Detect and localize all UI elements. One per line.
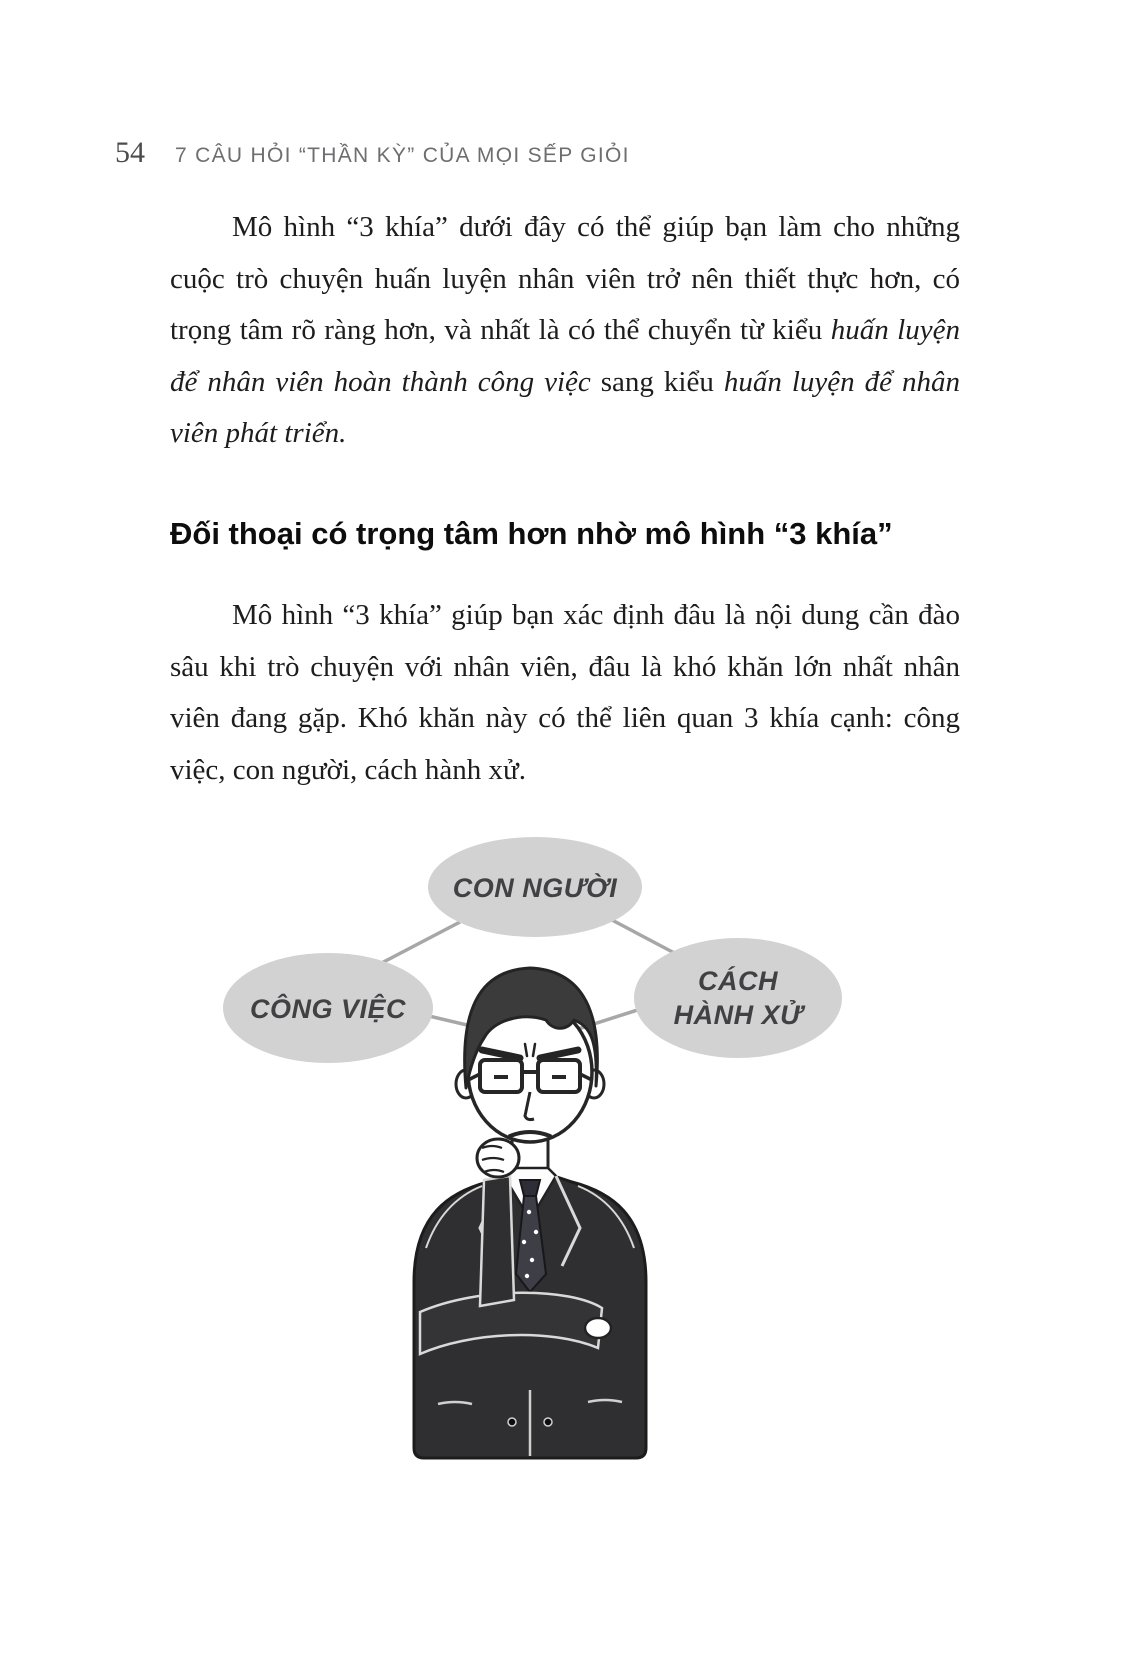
paragraph-2: Mô hình “3 khía” giúp bạn xác định đâu là nội dung cần đào sâu khi trò chuyện với nhân viên, đâu là khó khăn lớn nhất nhân viên đang gặp. Khó khăn này có thể liên quan 3 khía cạnh: công việc, con người, cách hành xử. xyxy=(170,599,960,786)
page-content xyxy=(170,202,960,1483)
raised-arm xyxy=(480,1176,514,1306)
three-p-diagram xyxy=(150,830,910,1483)
page-number: 54 xyxy=(115,136,145,169)
node-label-con-nguoi: CON NGƯỜI xyxy=(452,873,618,904)
diagram-svg xyxy=(150,830,910,1478)
page-header xyxy=(115,136,630,170)
node-label-hanh-xu: HÀNH XỬ xyxy=(673,1000,803,1031)
text-segment: sang kiểu xyxy=(590,365,724,398)
running-title: 7 CÂU HỎI “THẦN KỲ” CỦA MỌI SẾP GIỎI xyxy=(175,144,630,167)
text-segment-italic: huấn luyện để nhân viên hoàn thành công việc xyxy=(170,314,960,398)
node-cach-hanh-xu xyxy=(634,938,842,1058)
section-heading: Đối thoại có trọng tâm hơn nhờ mô hình “3 khía” xyxy=(170,516,893,552)
left-hand xyxy=(585,1318,611,1338)
thinking-man-figure xyxy=(414,968,646,1458)
node-label-cach: CÁCH xyxy=(698,966,778,997)
text-segment: Mô hình “3 khía” dưới đây có thể giúp bạn làm cho những cuộc trò chuyện huấn luyện nhân viên trở nên thiết thực hơn, có trọng tâm rõ ràng hơn, và nhất là có thể chuyển từ kiểu xyxy=(170,211,960,347)
paragraph-1 xyxy=(170,202,960,460)
node-label-cong-viec: CÔNG VIỆC xyxy=(249,994,407,1025)
text-segment-italic: huấn luyện để nhân viên phát triển. xyxy=(170,365,960,450)
fist-on-chin xyxy=(477,1139,519,1177)
